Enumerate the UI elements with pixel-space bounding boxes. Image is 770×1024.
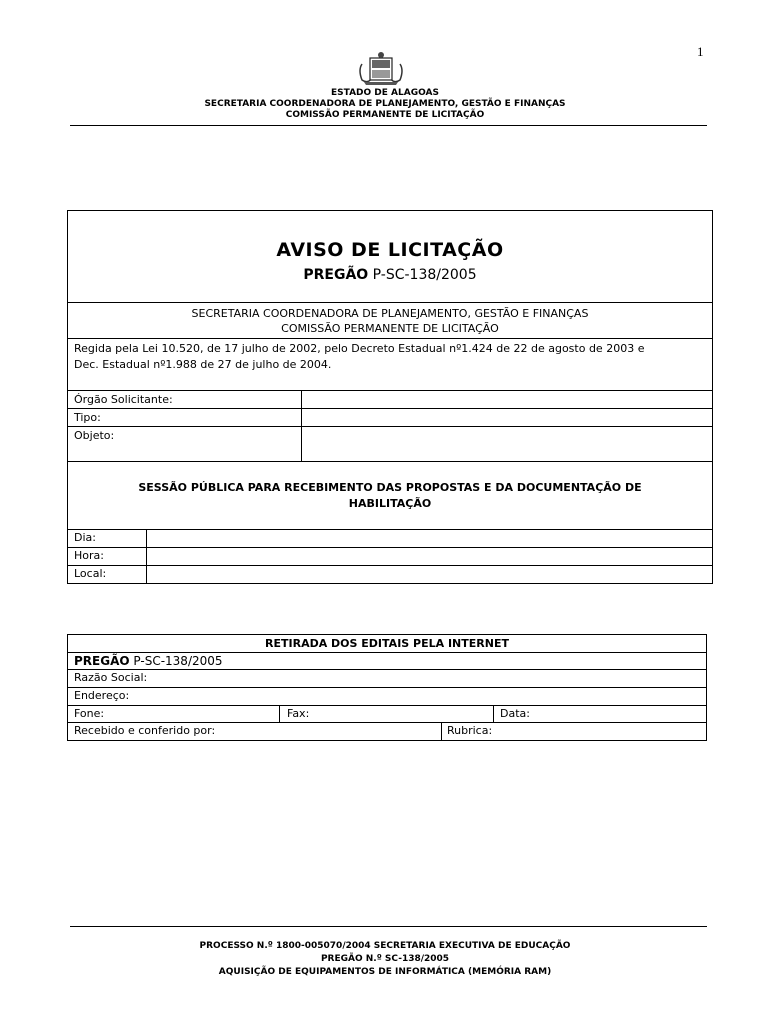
session-hora-label: Hora: (74, 549, 104, 562)
divider (67, 565, 713, 566)
footer-pregao: PREGÃO N.º SC-138/2005 (320, 954, 450, 964)
aviso-pregao (67, 267, 713, 283)
field-orgao-label: Órgão Solicitante: (74, 393, 173, 406)
pregao-label: PREGÃO (303, 267, 369, 283)
divider (67, 705, 707, 706)
divider (67, 722, 707, 723)
column-divider (279, 705, 280, 722)
retirada-pregao (74, 654, 223, 668)
field-objeto-label: Objeto: (74, 429, 115, 442)
divider (67, 529, 713, 530)
footer-divider (70, 926, 707, 927)
state-coat-of-arms-icon (358, 50, 404, 86)
retirada-title: RETIRADA DOS EDITAIS PELA INTERNET (265, 637, 509, 650)
aviso-legal-line2: Dec. Estadual nº1.988 de 27 de julho de 2004. (74, 358, 332, 371)
page-number: 1 (697, 44, 704, 59)
divider (67, 390, 713, 391)
divider (67, 338, 713, 339)
column-divider (493, 705, 494, 722)
divider (67, 547, 713, 548)
session-dia-label: Dia: (74, 531, 96, 544)
divider (67, 302, 713, 303)
column-divider (441, 722, 442, 741)
column-divider (146, 529, 147, 584)
retirada-rubrica-label: Rubrica: (447, 724, 493, 737)
divider (67, 408, 713, 409)
pregao-number: P-SC-138/2005 (133, 654, 223, 668)
retirada-data-label: Data: (500, 707, 530, 720)
header-divider (70, 125, 707, 126)
footer-process: PROCESSO N.º 1800-005070/2004 SECRETARIA EXECUTIVA DE EDUCAÇÃO (199, 941, 571, 951)
divider (67, 687, 707, 688)
divider (67, 461, 713, 462)
retirada-razao-label: Razão Social: (74, 671, 148, 684)
pregao-label: PREGÃO (74, 654, 130, 668)
retirada-fone-label: Fone: (74, 707, 105, 720)
header-commission: COMISSÃO PERMANENTE DE LICITAÇÃO (285, 110, 485, 120)
session-title-line2: HABILITAÇÃO (348, 497, 432, 510)
aviso-org-line2: COMISSÃO PERMANENTE DE LICITAÇÃO (281, 322, 499, 335)
retirada-endereco-label: Endereço: (74, 689, 130, 702)
header-state: ESTADO DE ALAGOAS (331, 88, 439, 98)
aviso-org-line1: SECRETARIA COORDENADORA DE PLANEJAMENTO, GESTÃO E FINANÇAS (191, 307, 589, 320)
retirada-fax-label: Fax: (287, 707, 310, 720)
aviso-legal-line1: Regida pela Lei 10.520, de 17 julho de 2002, pelo Decreto Estadual nº1.424 de 22 de agosto de 2003 e (74, 342, 645, 355)
field-tipo-label: Tipo: (74, 411, 101, 424)
retirada-recebido-label: Recebido e conferido por: (74, 724, 216, 737)
session-local-label: Local: (74, 567, 107, 580)
divider (67, 652, 707, 653)
divider (67, 426, 713, 427)
pregao-number: P-SC-138/2005 (372, 267, 477, 283)
session-title-line1: SESSÃO PÚBLICA PARA RECEBIMENTO DAS PROPOSTAS E DA DOCUMENTAÇÃO DE (138, 481, 642, 494)
aviso-title: AVISO DE LICITAÇÃO (276, 239, 504, 261)
divider (67, 669, 707, 670)
footer-object: AQUISIÇÃO DE EQUIPAMENTOS DE INFORMÁTICA (MEMÓRIA RAM) (218, 967, 552, 977)
header-secretariat: SECRETARIA COORDENADORA DE PLANEJAMENTO, GESTÃO E FINANÇAS (204, 99, 566, 109)
